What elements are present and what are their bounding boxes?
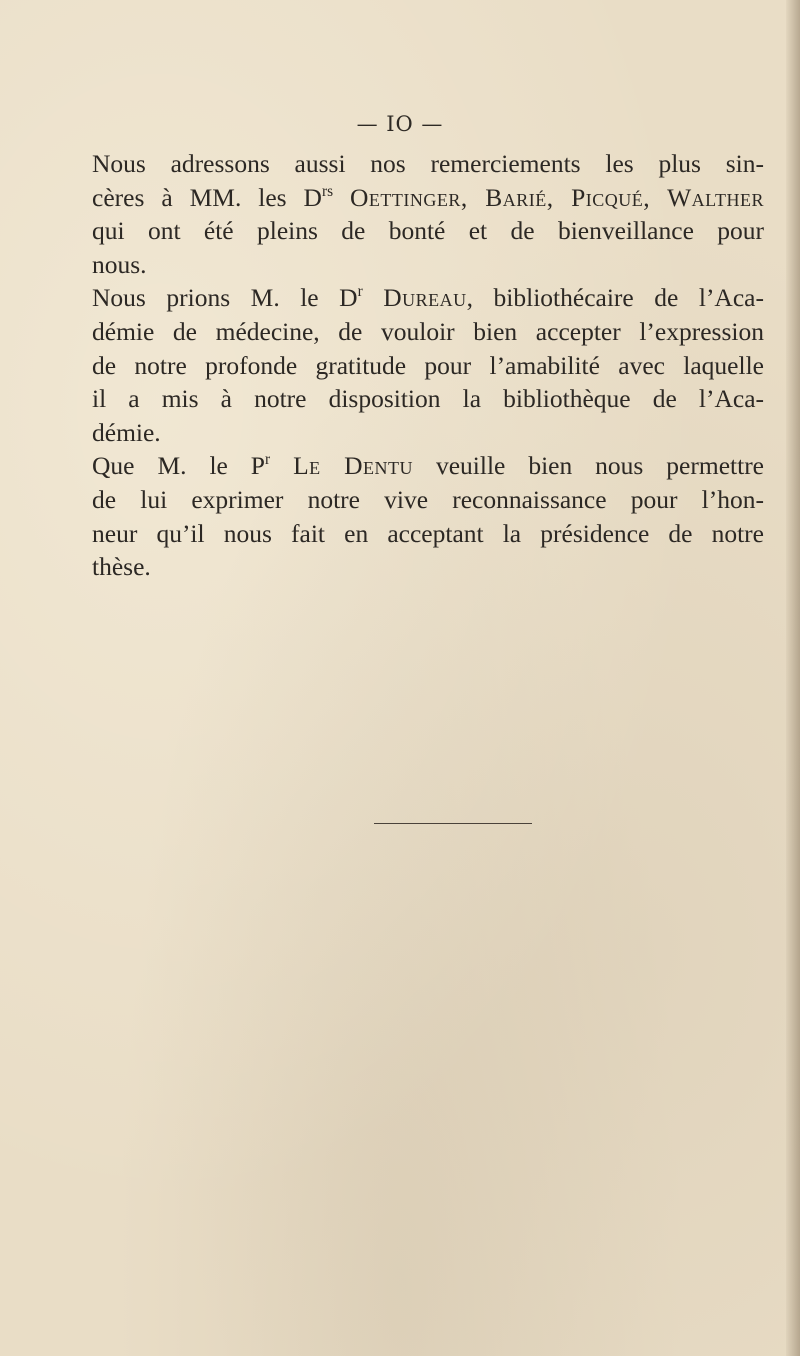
separator-rule xyxy=(374,823,532,824)
text-line xyxy=(92,181,764,215)
text-run: il a mis à notre disposition la bibliothèque de l’Aca- xyxy=(92,384,764,414)
text-line xyxy=(92,382,764,416)
body-text xyxy=(92,147,764,584)
text-line xyxy=(92,517,764,551)
text-line xyxy=(92,315,764,349)
superscript: r xyxy=(357,283,363,301)
text-line xyxy=(92,550,764,584)
text-line xyxy=(92,248,764,282)
text-run: Nous prions M. le D xyxy=(92,283,358,313)
superscript: rs xyxy=(321,182,334,200)
text-run: thèse. xyxy=(92,552,151,582)
text-run: de lui exprimer notre vive reconnaissance pour l’hon- xyxy=(92,484,764,514)
text-line xyxy=(92,449,764,483)
text-run: neur qu’il nous fait en acceptant la présidence de notre xyxy=(92,518,764,548)
text-line xyxy=(92,147,764,181)
text-run xyxy=(333,183,350,212)
text-run xyxy=(363,283,384,312)
name-small-caps: Dureau xyxy=(383,283,467,313)
text-run: démie. xyxy=(92,417,161,447)
text-line xyxy=(92,349,764,383)
paragraph-1 xyxy=(92,147,764,281)
text-line xyxy=(92,483,764,517)
text-line xyxy=(92,281,764,315)
text-run: Que M. le P xyxy=(92,451,265,481)
text-run: Nous adressons aussi nos remerciements les plus sin- xyxy=(92,149,764,178)
page-edge-shadow xyxy=(786,0,800,1356)
text-run: nous. xyxy=(92,249,147,279)
text-run: cères à MM. les D xyxy=(92,182,322,212)
text-run: veuille bien nous permettre xyxy=(413,451,765,481)
text-run: , bibliothécaire de l’Aca- xyxy=(466,283,764,313)
name-small-caps: Oettinger, Barié, Picqué, Walther xyxy=(350,182,765,212)
text-line xyxy=(92,416,764,450)
text-run xyxy=(270,451,293,480)
text-line xyxy=(92,214,764,248)
name-small-caps: Le Dentu xyxy=(293,451,414,481)
text-run: démie de médecine, de vouloir bien accepter l’expression xyxy=(92,316,764,346)
text-run: qui ont été pleins de bonté et de bienveillance pour xyxy=(92,216,764,246)
paragraph-2 xyxy=(92,281,764,449)
page-number: — IO — xyxy=(356,112,444,136)
text-run: de notre profonde gratitude pour l’amabilité avec laquelle xyxy=(92,350,764,380)
paragraph-3 xyxy=(92,449,764,583)
superscript: r xyxy=(265,451,271,469)
